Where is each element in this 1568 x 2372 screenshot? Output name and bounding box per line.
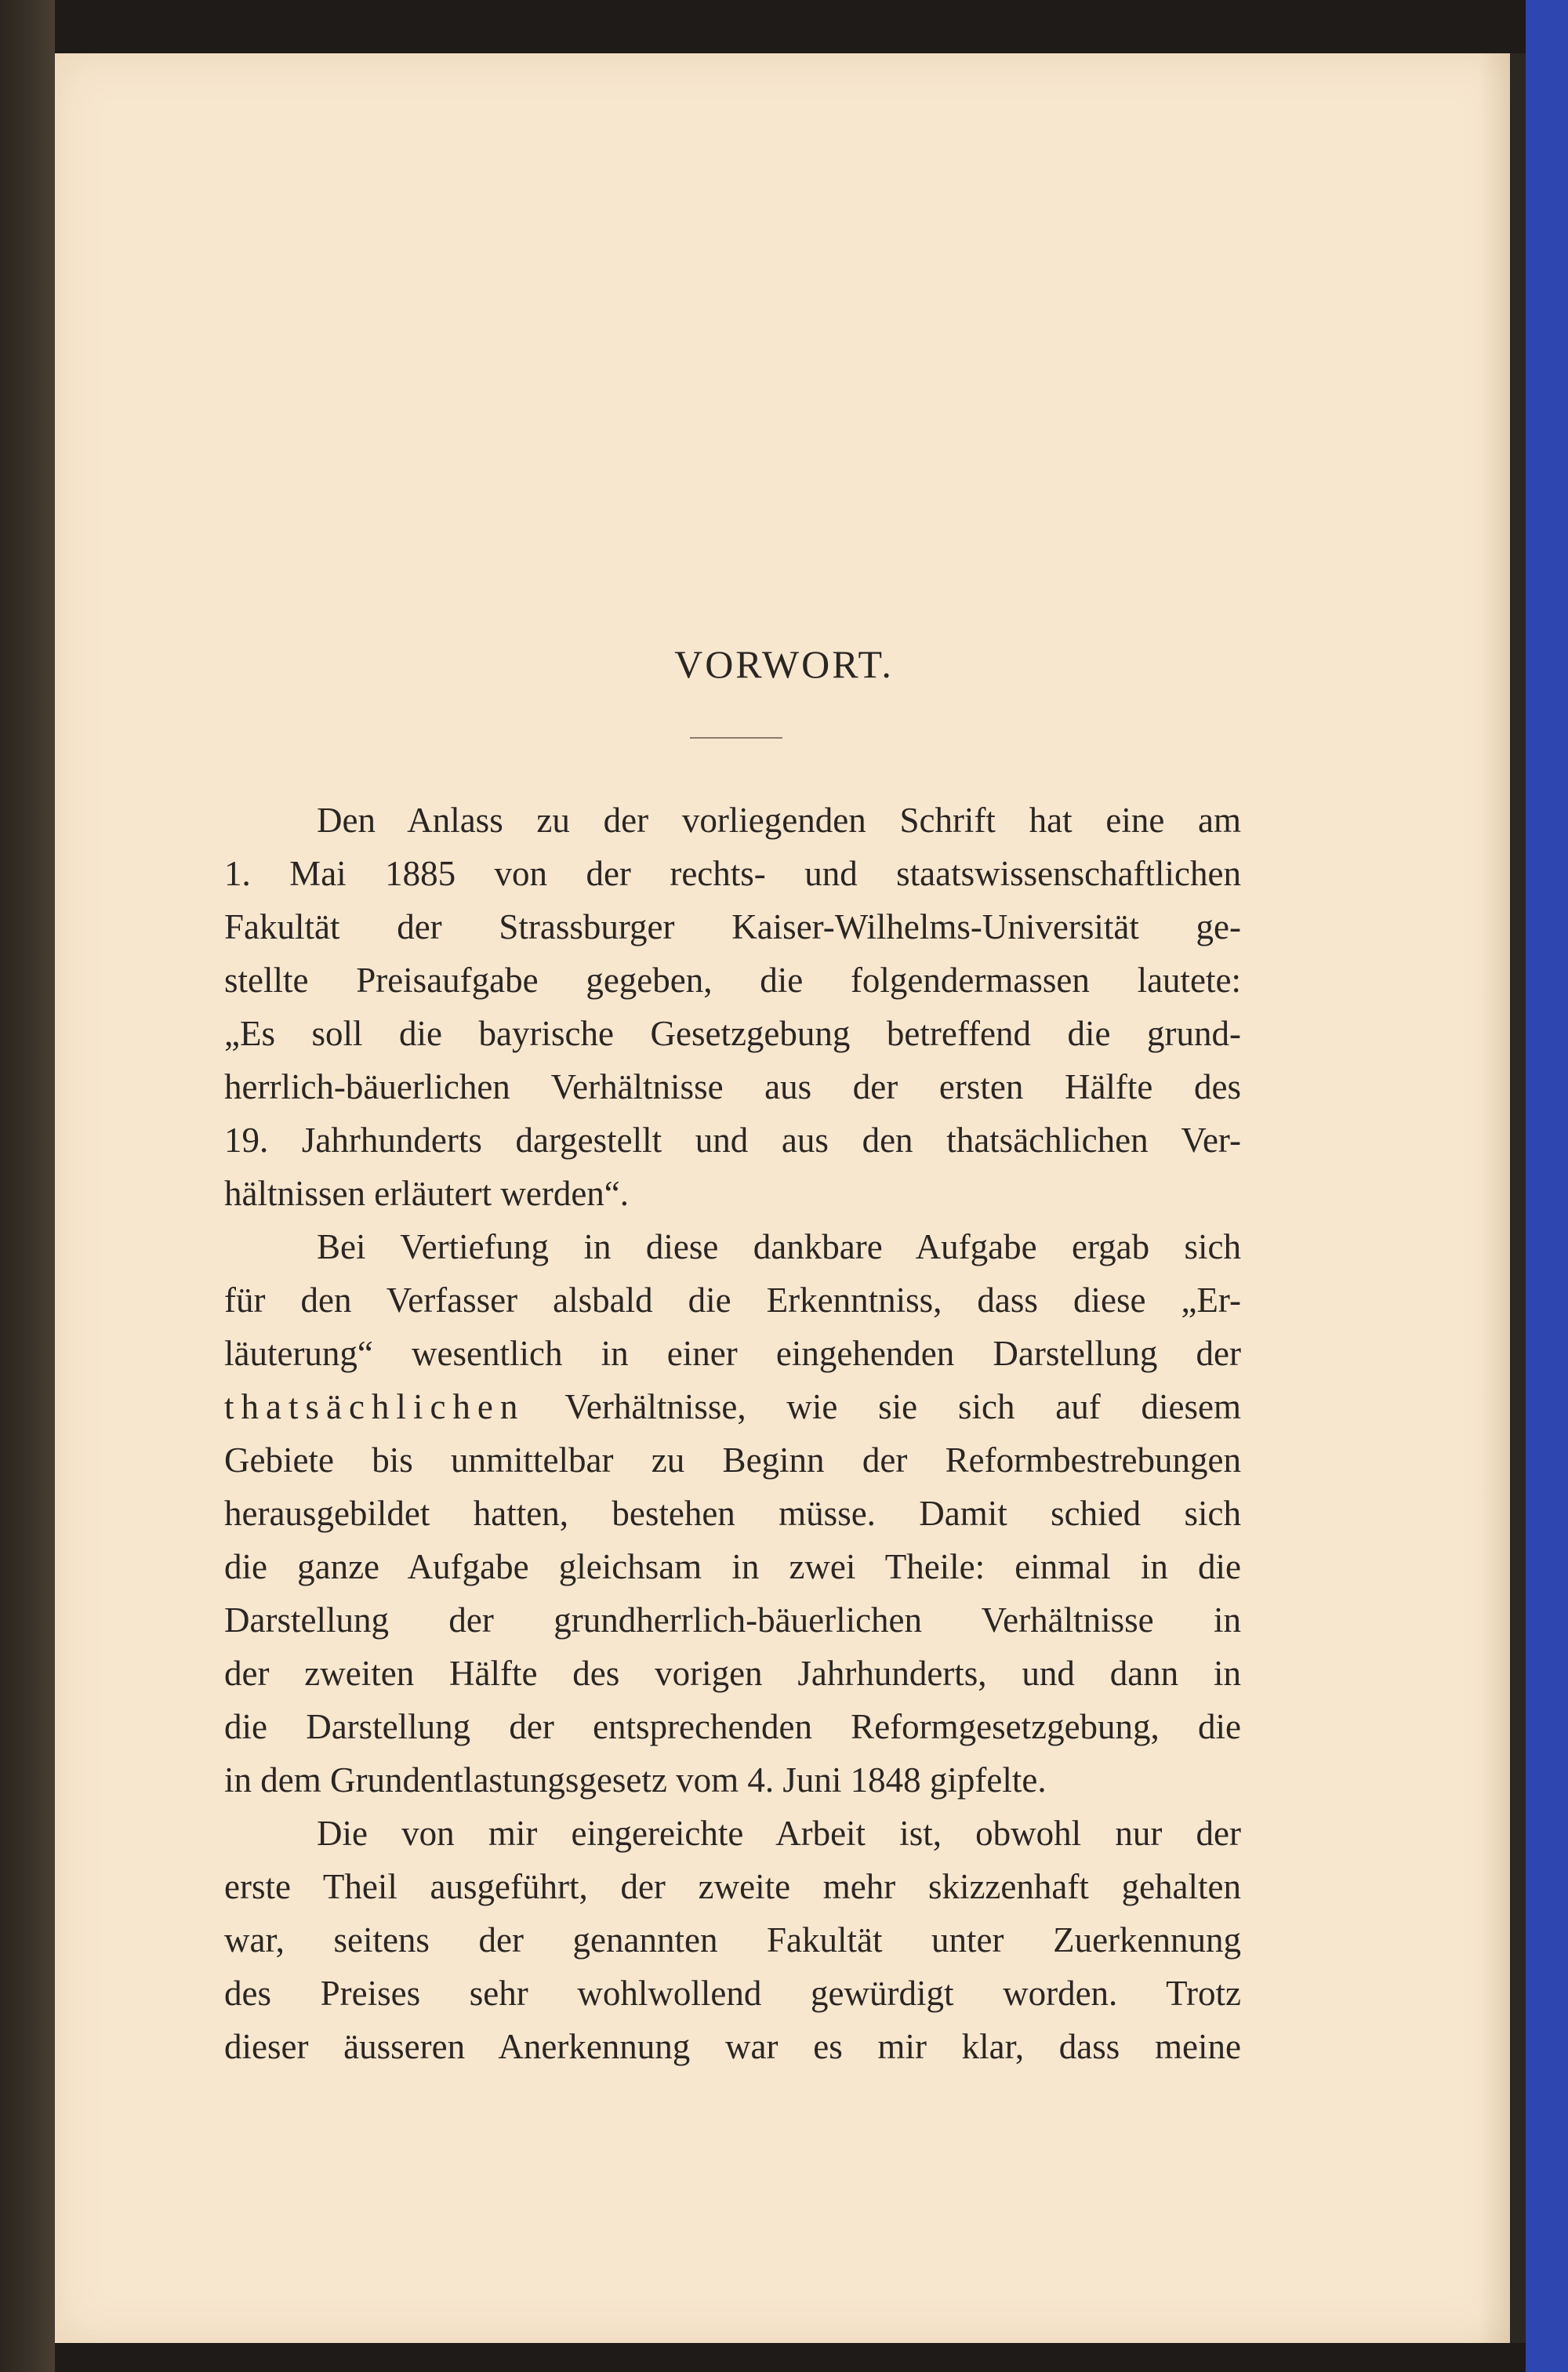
text-line-23: des Preises sehr wohlwollend gewürdigt worden. Trotz	[224, 1974, 1241, 2013]
text-line-2: 1. Mai 1885 von der rechts- und staatswissenschaftlichen	[224, 854, 1241, 893]
text-line-19: in dem Grundentlastungsgesetz vom 4. Juni 1848 gipfelte.	[224, 1760, 1047, 1800]
text-line-13: Gebiete bis unmittelbar zu Beginn der Reformbestrebungen	[224, 1440, 1241, 1480]
page-shading	[1479, 53, 1510, 2343]
text-line-18: die Darstellung der entsprechenden Reformgesetzgebung, die	[224, 1707, 1241, 1746]
scan-color-bar	[1526, 0, 1568, 2372]
scan-left-edge	[0, 0, 55, 2372]
text-line-24: dieser äusseren Anerkennung war es mir klar, dass meine	[224, 2027, 1241, 2066]
text-line-16: Darstellung der grundherrlich-bäuerlichen Verhältnisse in	[224, 1600, 1241, 1640]
spaced-emphasis-word: thatsächlichen	[224, 1387, 525, 1426]
title-rule	[690, 737, 782, 739]
page-title: VORWORT.	[674, 642, 894, 686]
text-line-22: war, seitens der genannten Fakultät unter Zuerkennung	[224, 1920, 1241, 1960]
text-line-14: herausgebildet hatten, bestehen müsse. Damit schied sich	[224, 1494, 1241, 1533]
text-line-11: läuterung“ wesentlich in einer eingehenden Darstellung der	[224, 1334, 1241, 1373]
scan-right-edge	[1510, 53, 1526, 2343]
body-text	[224, 794, 1241, 2073]
text-line-6: herrlich-bäuerlichen Verhältnisse aus der ersten Hälfte des	[224, 1067, 1241, 1106]
text-line-20: Die von mir eingereichte Arbeit ist, obwohl nur der	[317, 1814, 1241, 1853]
text-line-9: Bei Vertiefung in diese dankbare Aufgabe ergab sich	[317, 1227, 1241, 1266]
text-line-21: erste Theil ausgeführt, der zweite mehr skizzenhaft gehalten	[224, 1867, 1241, 1906]
text-line-5: „Es soll die bayrische Gesetzgebung betreffend die grund-	[224, 1014, 1241, 1053]
text-line-1: Den Anlass zu der vorliegenden Schrift hat eine am	[317, 801, 1241, 840]
text-line-17: der zweiten Hälfte des vorigen Jahrhunderts, und dann in	[224, 1654, 1241, 1693]
text-line-12: thatsächlichen Verhältnisse, wie sie sich auf diesem	[224, 1387, 1241, 1426]
text-line-3: Fakultät der Strassburger Kaiser-Wilhelms-Universität ge-	[224, 907, 1241, 946]
text-line-8: hältnissen erläutert werden“.	[224, 1174, 630, 1213]
text-line-7: 19. Jahrhunderts dargestellt und aus den thatsächlichen Ver-	[224, 1121, 1241, 1160]
text-line-15: die ganze Aufgabe gleichsam in zwei Theile: einmal in die	[224, 1547, 1241, 1586]
text-line-10: für den Verfasser alsbald die Erkenntniss, dass diese „Er-	[224, 1280, 1241, 1320]
text-line-4: stellte Preisaufgabe gegeben, die folgendermassen lautete:	[224, 961, 1241, 1000]
